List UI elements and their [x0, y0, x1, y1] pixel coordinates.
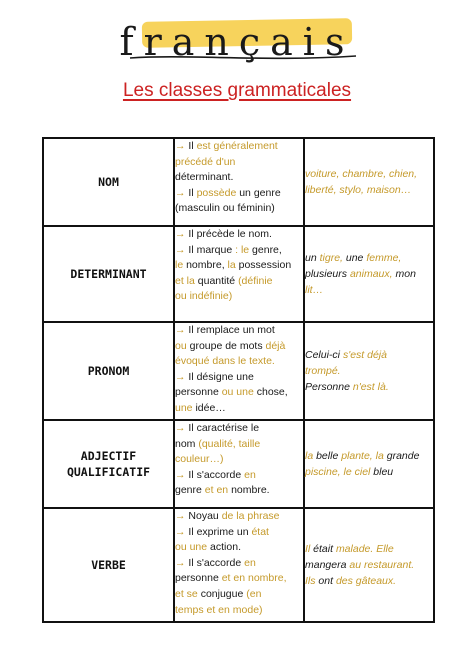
text: était — [313, 543, 336, 555]
text: genre — [175, 484, 205, 497]
example-line — [305, 166, 433, 182]
definition-line — [175, 354, 303, 370]
definition-cell — [174, 508, 304, 622]
term-cell: NOM — [43, 138, 174, 226]
text: Il exprime un — [188, 525, 252, 538]
title-area — [0, 14, 474, 70]
text: personne — [175, 572, 222, 585]
highlight-text: (qualité, taille — [198, 437, 261, 450]
highlight-text: couleur…) — [175, 453, 224, 466]
text: mon — [395, 268, 416, 280]
term-cell: DETERMINANT — [43, 226, 174, 322]
highlight-text: → — [175, 186, 189, 199]
text: (masculin ou féminin) — [175, 202, 275, 215]
highlight-text: lit… — [305, 284, 324, 296]
highlight-text: piscine, — [305, 466, 344, 478]
text: Personne — [305, 381, 353, 393]
example-cell — [304, 508, 434, 622]
text: Il désigne une — [188, 370, 254, 383]
definition-cell — [174, 322, 304, 420]
definition-line — [175, 468, 303, 484]
example-line — [305, 464, 433, 480]
highlight-text: trompé. — [305, 365, 341, 377]
example-line — [305, 557, 433, 573]
example-line — [305, 182, 433, 198]
text: action. — [210, 541, 241, 554]
highlight-text: Il — [305, 543, 314, 555]
definition-line — [175, 556, 303, 572]
definition-line — [175, 587, 303, 603]
text: belle — [316, 450, 342, 462]
highlight-text: → — [175, 510, 189, 522]
definition-line — [175, 274, 303, 290]
highlight-text: liberté, stylo, maison… — [305, 184, 412, 196]
definition-line — [175, 437, 303, 453]
highlight-text: en — [244, 468, 256, 481]
text: bleu — [373, 466, 394, 478]
definition-line — [175, 401, 303, 417]
highlight-text: une — [175, 401, 196, 414]
definition-line — [175, 603, 303, 619]
term-cell: PRONOM — [43, 322, 174, 420]
highlight-text: est généralement — [196, 140, 278, 152]
text: Il précède le nom. — [188, 228, 272, 240]
example-line — [305, 266, 433, 282]
example-line — [305, 573, 433, 589]
highlight-text: possède — [196, 186, 240, 199]
definition-line — [175, 339, 303, 355]
highlight-text: précédé d'un — [175, 155, 236, 168]
text: idée… — [195, 401, 226, 414]
definition-cell — [174, 138, 304, 226]
text: nom — [175, 437, 199, 450]
title-underline-flourish — [128, 50, 358, 64]
definition-line — [175, 571, 303, 587]
definition-line — [175, 452, 303, 468]
highlight-text: → — [175, 468, 189, 481]
example-cell — [304, 322, 434, 420]
text: un genre — [239, 186, 281, 199]
text: ont — [318, 575, 336, 587]
definition-line — [175, 155, 303, 171]
example-line — [305, 363, 433, 379]
highlight-text: → — [175, 422, 189, 434]
definition-cell — [174, 420, 304, 508]
text: groupe de mots — [189, 339, 266, 352]
highlight-text: temps et en mode) — [175, 603, 263, 616]
highlight-text: femme, — [366, 252, 402, 264]
text: Il marque — [188, 243, 236, 256]
definition-line — [175, 540, 303, 556]
highlight-text: → — [175, 525, 189, 538]
text: une — [345, 252, 367, 264]
definition-line — [175, 370, 303, 386]
definition-line — [175, 227, 303, 243]
highlight-text: ou une — [175, 541, 211, 554]
definition-line — [175, 201, 303, 217]
definition-line — [175, 139, 303, 155]
text: Celui-ci — [305, 349, 343, 361]
example-line — [305, 541, 433, 557]
text: genre, — [252, 243, 282, 256]
term-cell: ADJECTIF QUALIFICATIF — [43, 420, 174, 508]
example-cell — [304, 420, 434, 508]
highlight-text: tigre, — [319, 252, 346, 264]
text: possession — [238, 259, 292, 272]
highlight-text: animaux, — [349, 268, 396, 280]
definition-line — [175, 509, 303, 525]
page-title: français — [119, 20, 355, 64]
text: Il — [188, 186, 197, 199]
text: Il s'accorde — [188, 468, 245, 481]
definition-line — [175, 186, 303, 202]
highlight-text: la — [227, 259, 239, 272]
highlight-text: ou une — [221, 386, 257, 399]
definition-line — [175, 243, 303, 259]
example-line — [305, 250, 433, 266]
definition-line — [175, 385, 303, 401]
highlight-text: le ciel — [343, 466, 374, 478]
example-line — [305, 379, 433, 395]
highlight-text: évoqué dans le texte. — [175, 355, 275, 368]
highlight-text: (définie — [238, 274, 273, 287]
highlight-text: la — [375, 450, 387, 462]
text: grande — [386, 450, 420, 462]
highlight-text: des gâteaux. — [335, 575, 397, 587]
example-line — [305, 282, 433, 298]
table-row — [43, 138, 434, 226]
definition-cell — [174, 226, 304, 322]
table-row — [43, 322, 434, 420]
table-row — [43, 226, 434, 322]
text: Il caractérise le — [188, 422, 260, 434]
definition-line — [175, 258, 303, 274]
table-row — [43, 420, 434, 508]
highlight-text: → — [175, 243, 189, 256]
highlight-text: → — [175, 140, 189, 152]
definition-line — [175, 483, 303, 499]
highlight-text: → — [175, 556, 189, 569]
text: quantité — [197, 274, 239, 287]
highlight-text: en — [244, 556, 256, 569]
text: nombre, — [186, 259, 228, 272]
highlight-text: n'est là. — [352, 381, 389, 393]
text: nombre. — [231, 484, 270, 497]
highlight-text: état — [251, 525, 269, 538]
highlight-text: au restaurant. — [349, 559, 415, 571]
highlight-text: : le — [235, 243, 253, 256]
definition-line — [175, 421, 303, 437]
highlight-text: s'est déjà — [342, 349, 387, 361]
highlight-text: et la — [175, 274, 198, 287]
highlight-text: voiture, chambre, chien, — [305, 168, 418, 180]
text: chose, — [256, 386, 288, 399]
text: Noyau — [188, 510, 222, 522]
example-line — [305, 347, 433, 363]
definition-line — [175, 323, 303, 339]
highlight-text: → — [175, 228, 189, 240]
text: Il remplace un mot — [188, 324, 275, 336]
text: un — [305, 252, 320, 264]
page-subtitle: Les classes grammaticales — [122, 80, 352, 101]
text: déterminant. — [175, 171, 234, 184]
highlight-text: ou indéfinie) — [175, 290, 233, 303]
highlight-text: déjà — [265, 339, 286, 352]
grammar-table — [42, 137, 435, 623]
text: plusieurs — [305, 268, 350, 280]
highlight-text: → — [175, 324, 189, 336]
definition-line — [175, 289, 303, 305]
highlight-text: Ils — [305, 575, 319, 587]
text: mangera — [305, 559, 350, 571]
definition-line — [175, 525, 303, 541]
highlight-text: (en — [246, 587, 262, 600]
highlight-text: plante, — [341, 450, 376, 462]
highlight-text: de la phrase — [221, 510, 280, 522]
example-line — [305, 448, 433, 464]
highlight-text: malade. Elle — [335, 543, 394, 555]
highlight-text: ou — [175, 339, 190, 352]
example-cell — [304, 138, 434, 226]
term-cell: VERBE — [43, 508, 174, 622]
text: Il — [188, 140, 197, 152]
example-cell — [304, 226, 434, 322]
highlight-text: et se — [175, 587, 201, 600]
text: Il s'accorde — [188, 556, 245, 569]
text: conjugue — [200, 587, 247, 600]
table-row — [43, 508, 434, 622]
text: personne — [175, 386, 222, 399]
highlight-text: et en nombre, — [221, 572, 287, 585]
definition-line — [175, 170, 303, 186]
highlight-text: → — [175, 370, 189, 383]
highlight-text: le — [175, 259, 187, 272]
highlight-text: la — [305, 450, 317, 462]
highlight-text: et en — [204, 484, 232, 497]
